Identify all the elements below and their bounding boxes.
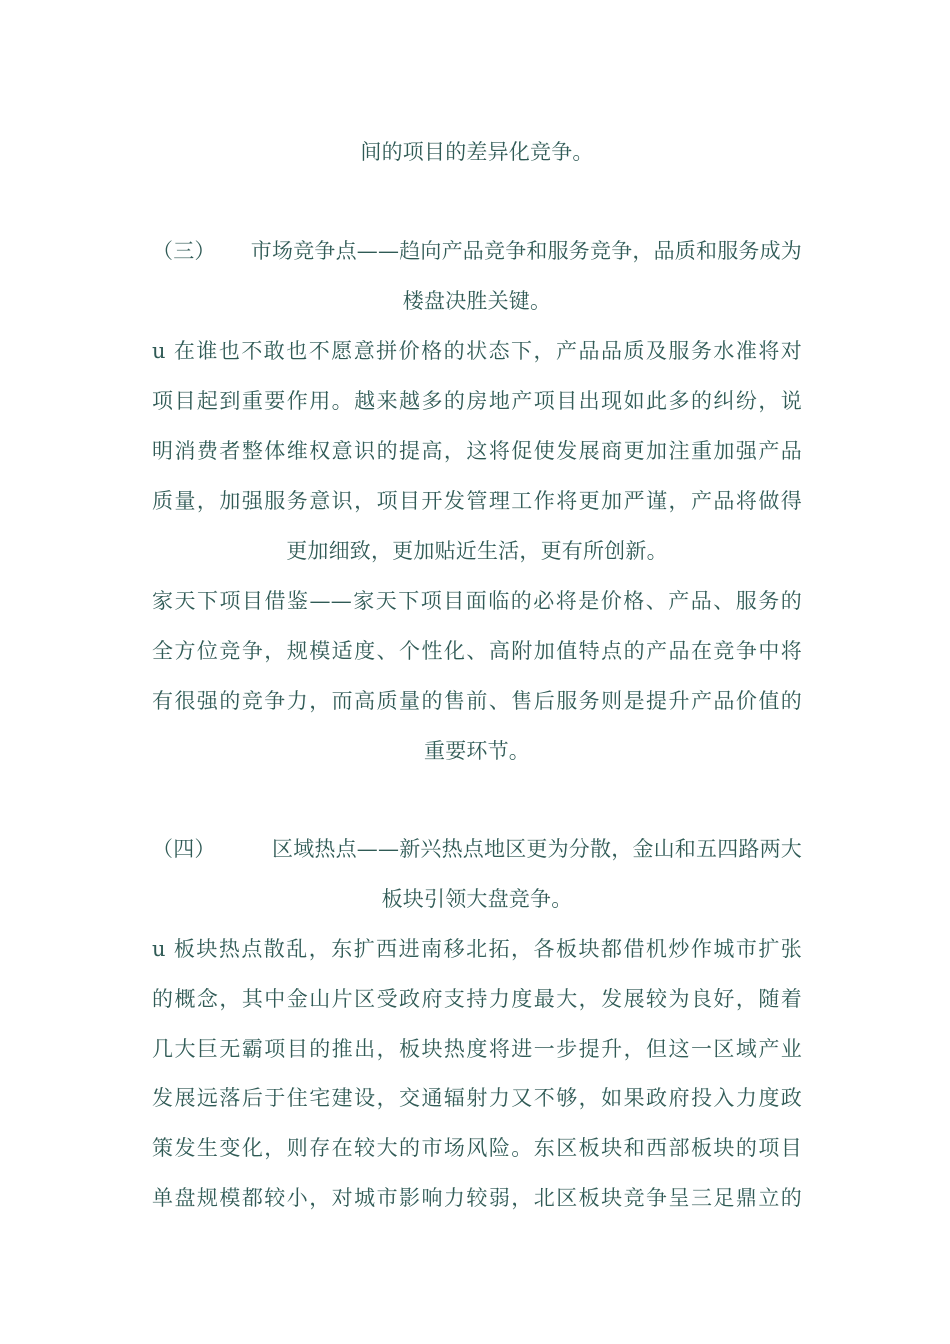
section-title: 区域热点——新兴热点地区更为分散，金山和五四路两大 <box>272 837 802 861</box>
paragraph-line: 单盘规模都较小，对城市影响力较弱，北区板块竞争呈三足鼎立的 <box>152 1186 802 1210</box>
section-number: （四） <box>152 837 216 861</box>
paragraph-line: u 在谁也不敢也不愿意拼价格的状态下，产品品质及服务水准将对 <box>152 339 802 363</box>
paragraph-line: 策发生变化，则存在较大的市场风险。东区板块和西部板块的项目 <box>152 1136 802 1160</box>
section-title-continued: 楼盘决胜关键。 <box>402 289 552 313</box>
paragraph-line: 几大巨无霸项目的推出，板块热度将进一步提升，但这一区域产业 <box>152 1037 802 1061</box>
paragraph-line: 有很强的竞争力，而高质量的售前、售后服务则是提升产品价值的 <box>152 689 802 713</box>
section-heading-3 <box>152 236 802 266</box>
paragraph-line: u 板块热点散乱，东扩西进南移北拓，各板块都借机炒作城市扩张 <box>152 937 802 961</box>
section-number: （三） <box>152 239 216 263</box>
section-title-continued: 板块引领大盘竞争。 <box>381 887 573 911</box>
section-title: 市场竞争点——趋向产品竞争和服务竞争，品质和服务成为 <box>250 239 802 263</box>
paragraph-line: 更加细致，更加贴近生活，更有所创新。 <box>286 539 668 563</box>
section-heading-4 <box>152 834 802 864</box>
paragraph-line: 的概念，其中金山片区受政府支持力度最大，发展较为良好，随着 <box>152 987 802 1011</box>
paragraph-line: 质量，加强服务意识，项目开发管理工作将更加严谨，产品将做得 <box>152 489 802 513</box>
paragraph-line: 间的项目的差异化竞争。 <box>360 140 594 164</box>
paragraph-line: 项目起到重要作用。越来越多的房地产项目出现如此多的纠纷，说 <box>152 389 802 413</box>
paragraph-line: 重要环节。 <box>424 739 530 763</box>
paragraph-line: 发展远落后于住宅建设，交通辐射力又不够，如果政府投入力度政 <box>152 1086 802 1110</box>
paragraph-line: 全方位竞争，规模适度、个性化、高附加值特点的产品在竞争中将 <box>152 639 802 663</box>
paragraph-line: 家天下项目借鉴——家天下项目面临的必将是价格、产品、服务的 <box>152 589 802 613</box>
paragraph-line: 明消费者整体维权意识的提高，这将促使发展商更加注重加强产品 <box>152 439 802 463</box>
